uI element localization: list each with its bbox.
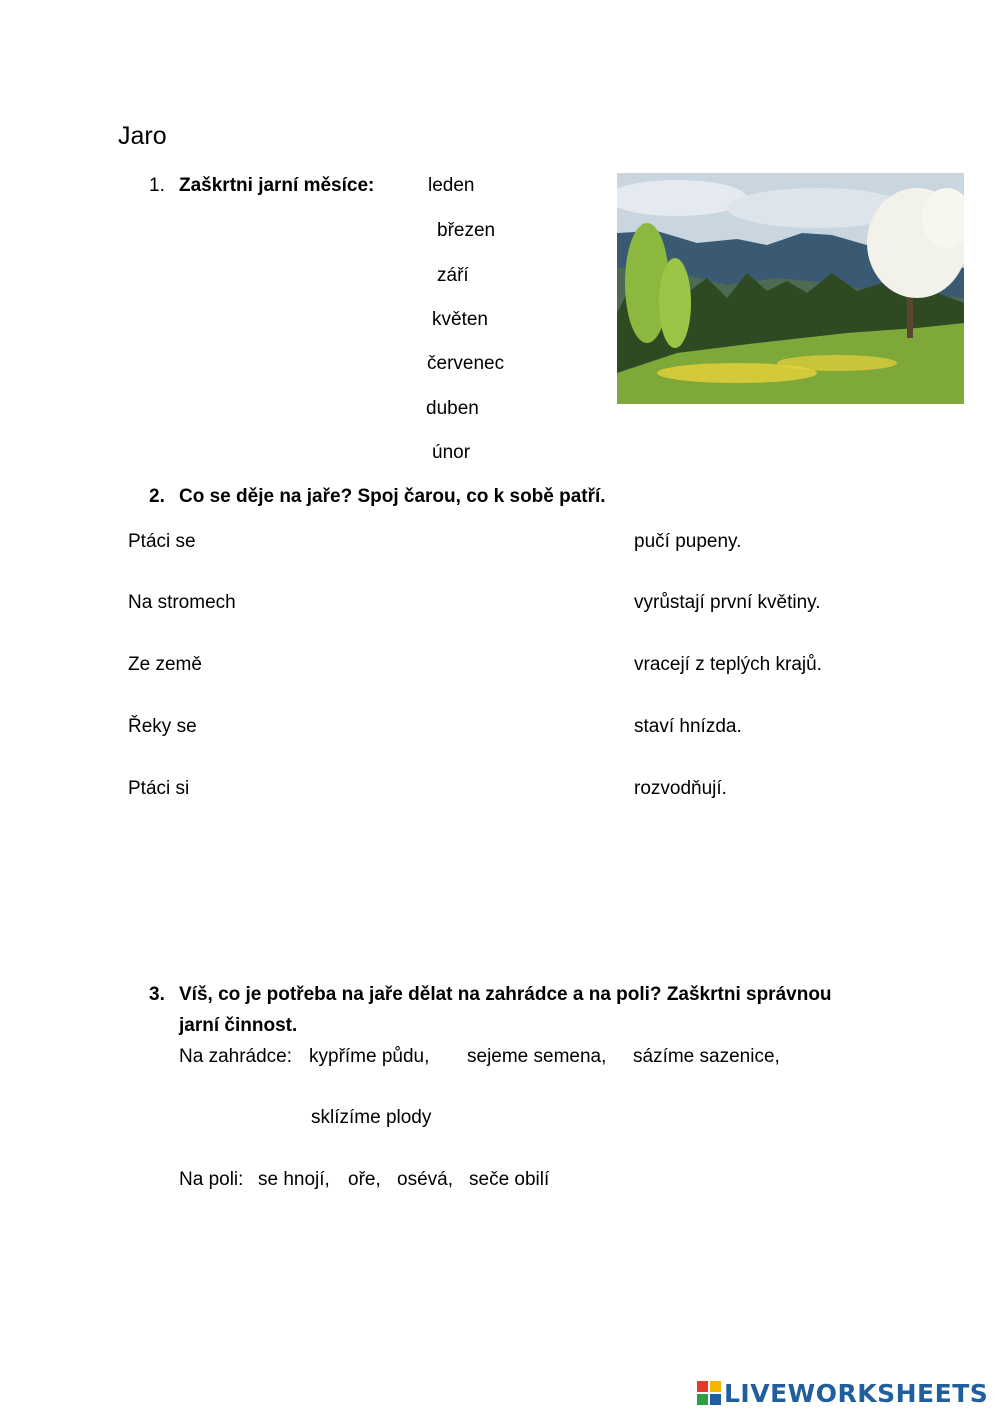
q1-text: Zaškrtni jarní měsíce: (179, 175, 375, 196)
match-left-5[interactable]: Ptáci si (128, 778, 190, 799)
q2-text: Co se děje na jaře? Spoj čarou, co k sobě patří. (179, 486, 606, 507)
match-left-2[interactable]: Na stromech (128, 592, 236, 613)
garden-option-4[interactable]: sklízíme plody (311, 1107, 432, 1128)
q2-number: 2. (149, 486, 165, 507)
q1-number: 1. (149, 175, 165, 196)
garden-option-1[interactable]: kypříme půdu, (309, 1046, 430, 1067)
match-left-3[interactable]: Ze země (128, 654, 202, 675)
spring-landscape-image (617, 173, 964, 404)
month-option-leden[interactable]: leden (428, 175, 475, 196)
q3-text-line1: Víš, co je potřeba na jaře dělat na zahrádce a na poli? Zaškrtni správnou (179, 984, 832, 1005)
garden-option-3[interactable]: sázíme sazenice, (633, 1046, 780, 1067)
logo-text: LIVEWORKSHEETS (724, 1378, 989, 1408)
liveworksheets-logo (697, 1377, 988, 1409)
match-left-4[interactable]: Řeky se (128, 716, 197, 737)
garden-label: Na zahrádce: (179, 1046, 293, 1067)
match-right-3[interactable]: vracejí z teplých krajů. (634, 654, 822, 675)
field-label: Na poli: (179, 1169, 244, 1190)
match-left-1[interactable]: Ptáci se (128, 531, 196, 552)
page-title: Jaro (118, 122, 167, 150)
match-right-2[interactable]: vyrůstají první květiny. (634, 592, 821, 613)
month-option-duben[interactable]: duben (426, 398, 479, 419)
field-option-1[interactable]: se hnojí, (258, 1169, 330, 1190)
month-option-brezen[interactable]: březen (437, 220, 496, 241)
q3-number: 3. (149, 984, 165, 1005)
month-option-zari[interactable]: září (437, 265, 469, 286)
garden-option-2[interactable]: sejeme semena, (467, 1046, 607, 1067)
logo-mark-icon (697, 1381, 721, 1405)
match-right-1[interactable]: pučí pupeny. (634, 531, 742, 552)
match-right-4[interactable]: staví hnízda. (634, 716, 742, 737)
field-option-3[interactable]: osévá, (397, 1169, 453, 1190)
month-option-kveten[interactable]: květen (432, 309, 488, 330)
field-option-2[interactable]: oře, (348, 1169, 381, 1190)
field-option-4[interactable]: seče obilí (469, 1169, 550, 1190)
match-right-5[interactable]: rozvodňují. (634, 778, 727, 799)
q3-text-line2: jarní činnost. (179, 1015, 298, 1036)
month-option-unor[interactable]: únor (432, 442, 471, 463)
month-option-cervenec[interactable]: červenec (427, 353, 505, 374)
